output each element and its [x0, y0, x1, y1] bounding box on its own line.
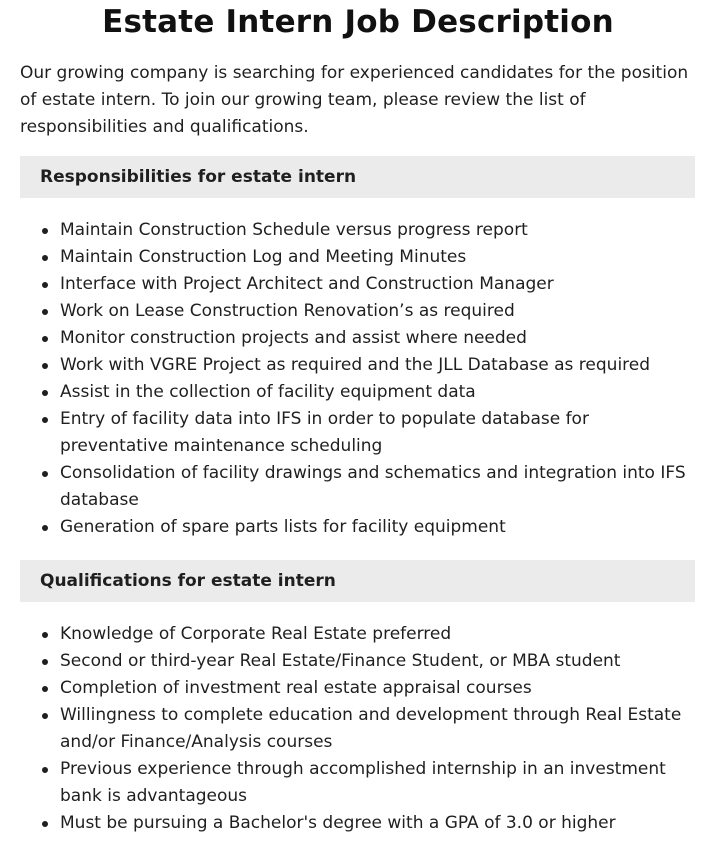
responsibility-item: Monitor construction projects and assist where needed [20, 325, 690, 352]
page-title: Estate Intern Job Description [102, 4, 614, 40]
responsibility-item: Maintain Construction Schedule versus progress report [20, 217, 690, 244]
intro-paragraph: Our growing company is searching for experienced candidates for the position of estate intern. To join our growing team, please review the list of responsibilities and qualifications. [20, 63, 689, 137]
qualification-item: Knowledge of Corporate Real Estate preferred [20, 621, 690, 648]
responsibilities-list [20, 217, 690, 541]
responsibility-item: Assist in the collection of facility equipment data [20, 379, 690, 406]
responsibility-item: Interface with Project Architect and Construction Manager [20, 271, 690, 298]
responsibility-item: Entry of facility data into IFS in order to populate database for preventative maintenance scheduling [20, 406, 690, 460]
responsibility-item: Maintain Construction Log and Meeting Minutes [20, 244, 690, 271]
qualification-item: Second or third-year Real Estate/Finance Student, or MBA student [20, 648, 690, 675]
responsibility-item: Work on Lease Construction Renovation’s as required [20, 298, 690, 325]
qualification-item: Must be pursuing a Bachelor's degree with a GPA of 3.0 or higher [20, 810, 690, 837]
qualification-item: Willingness to complete education and development through Real Estate and/or Finance/Analysis courses [20, 702, 690, 756]
qualifications-heading: Qualifications for estate intern [20, 560, 695, 602]
qualification-item: Completion of investment real estate appraisal courses [20, 675, 690, 702]
responsibility-item: Generation of spare parts lists for facility equipment [20, 514, 690, 541]
responsibility-item: Consolidation of facility drawings and schematics and integration into IFS database [20, 460, 690, 514]
qualifications-list [20, 621, 690, 837]
qualification-item: Previous experience through accomplished internship in an investment bank is advantageous [20, 756, 690, 810]
responsibilities-heading: Responsibilities for estate intern [20, 156, 695, 198]
responsibility-item: Work with VGRE Project as required and the JLL Database as required [20, 352, 690, 379]
